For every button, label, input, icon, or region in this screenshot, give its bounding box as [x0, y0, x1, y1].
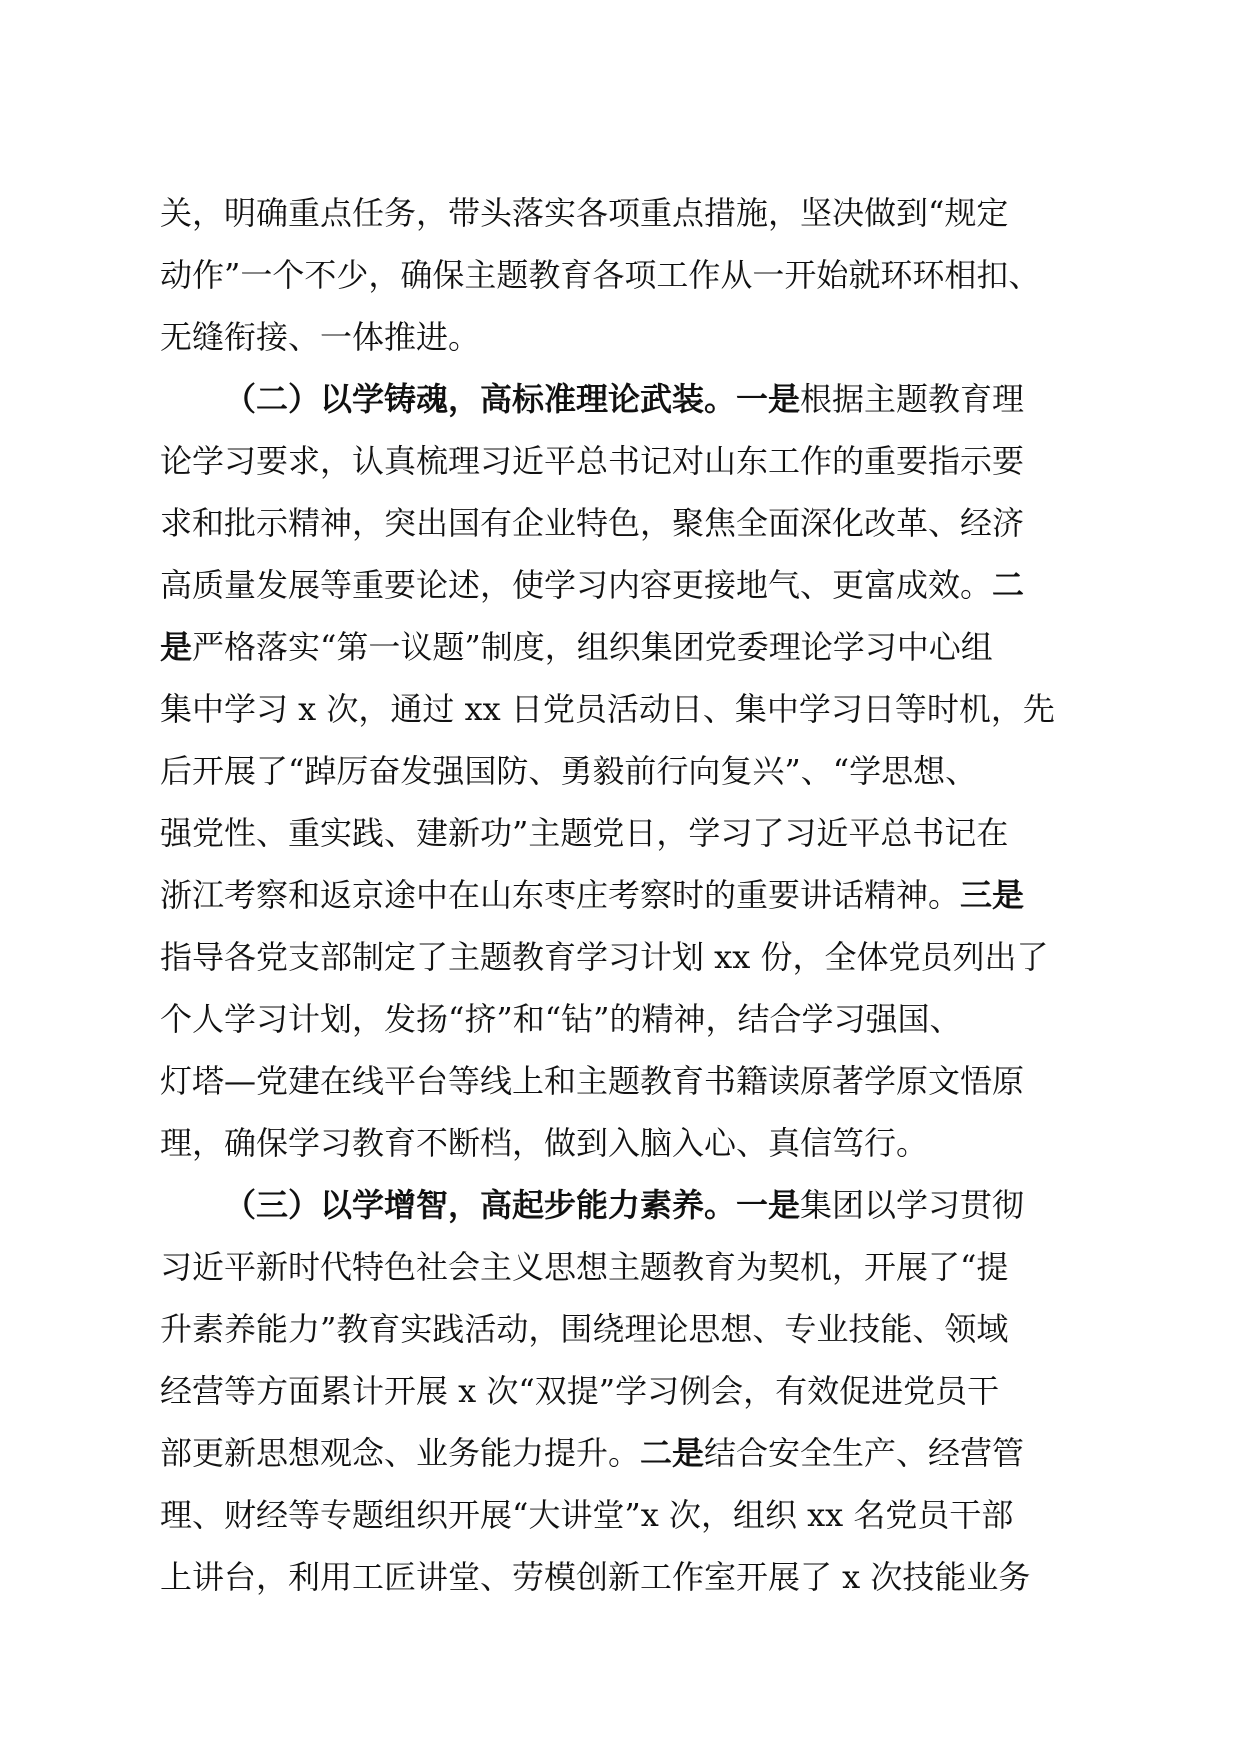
text-line: 强党性、重实践、建新功”主题党日，学习了习近平总书记在	[160, 814, 1009, 852]
keyword-bold: 二是	[640, 1434, 705, 1472]
text-line: 上讲台，利用工匠讲堂、劳模创新工作室开展了 x 次技能业务	[160, 1558, 1031, 1596]
text-line: 升素养能力”教育实践活动，围绕理论思想、专业技能、领域	[160, 1310, 1009, 1348]
para2-line-3	[160, 492, 1080, 554]
text-line: 经营等方面累计开展 x 次“双提”学习例会，有效促进党员干	[160, 1372, 1000, 1410]
para3-line-7	[160, 1546, 1080, 1608]
para3-line-4	[160, 1360, 1080, 1422]
para2-line-9	[160, 864, 1080, 926]
para2-line-11	[160, 988, 1080, 1050]
text-line: 灯塔—党建在线平台等线上和主题教育书籍读原著学原文悟原	[160, 1062, 1025, 1100]
text-line: 集中学习 x 次，通过 xx 日党员活动日、集中学习日等时机，先	[160, 690, 1055, 728]
para2-line-7	[160, 740, 1080, 802]
para1-line-2	[160, 244, 1080, 306]
para2-line-12	[160, 1050, 1080, 1112]
para2-line-8	[160, 802, 1080, 864]
text-line: 浙江考察和返京途中在山东枣庄考察时的重要讲话精神。	[160, 876, 961, 914]
para3-line-1	[160, 1174, 1080, 1236]
para2-line-5	[160, 616, 1080, 678]
section-heading: （三）以学增智，高起步能力素养。	[224, 1186, 737, 1224]
para3-line-2	[160, 1236, 1080, 1298]
para1-line-3	[160, 306, 1080, 368]
para3-line-5	[160, 1422, 1080, 1484]
para3-line-3	[160, 1298, 1080, 1360]
text-line: 无缝衔接、一体推进。	[160, 318, 481, 356]
text-line: 根据主题教育理	[800, 380, 1025, 418]
text-line: 高质量发展等重要论述，使学习内容更接地气、更富成效。	[160, 566, 993, 604]
document-body	[160, 182, 1080, 1608]
para2-line-10	[160, 926, 1080, 988]
keyword-bold: 是	[160, 628, 193, 666]
text-line: 后开展了“踔厉奋发强国防、勇毅前行向复兴”、“学思想、	[160, 752, 978, 790]
keyword-bold: 一是	[736, 380, 801, 418]
text-line: 部更新思想观念、业务能力提升。	[160, 1434, 641, 1472]
text-line: 理，确保学习教育不断档，做到入脑入心、真信笃行。	[160, 1124, 929, 1162]
text-line: 集团以学习贯彻	[800, 1186, 1025, 1224]
text-line: 指导各党支部制定了主题教育学习计划 xx 份，全体党员列出了	[160, 938, 1049, 976]
text-line: 理、财经等专题组织开展“大讲堂”x 次，组织 xx 名党员干部	[160, 1496, 1014, 1534]
text-line: 严格落实“第一议题”制度，组织集团党委理论学习中心组	[192, 628, 993, 666]
para2-line-2	[160, 430, 1080, 492]
section-heading: （二）以学铸魂，高标准理论武装。	[224, 380, 737, 418]
para3-line-6	[160, 1484, 1080, 1546]
text-line: 动作”一个不少，确保主题教育各项工作从一开始就环环相扣、	[160, 256, 1041, 294]
text-line: 关，明确重点任务，带头落实各项重点措施，坚决做到“规定	[160, 194, 1009, 232]
text-line: 论学习要求，认真梳理习近平总书记对山东工作的重要指示要	[160, 442, 1025, 480]
para2-line-1	[160, 368, 1080, 430]
text-line: 个人学习计划，发扬“挤”和“钻”的精神，结合学习强国、	[160, 1000, 962, 1038]
para2-line-4	[160, 554, 1080, 616]
para2-line-6	[160, 678, 1080, 740]
para1-line-1	[160, 182, 1080, 244]
keyword-bold: 二	[992, 566, 1025, 604]
text-line: 结合安全生产、经营管	[704, 1434, 1025, 1472]
keyword-bold: 一是	[736, 1186, 801, 1224]
text-line: 习近平新时代特色社会主义思想主题教育为契机，开展了“提	[160, 1248, 1009, 1286]
keyword-bold: 三是	[960, 876, 1025, 914]
para2-line-13	[160, 1112, 1080, 1174]
text-line: 求和批示精神，突出国有企业特色，聚焦全面深化改革、经济	[160, 504, 1025, 542]
